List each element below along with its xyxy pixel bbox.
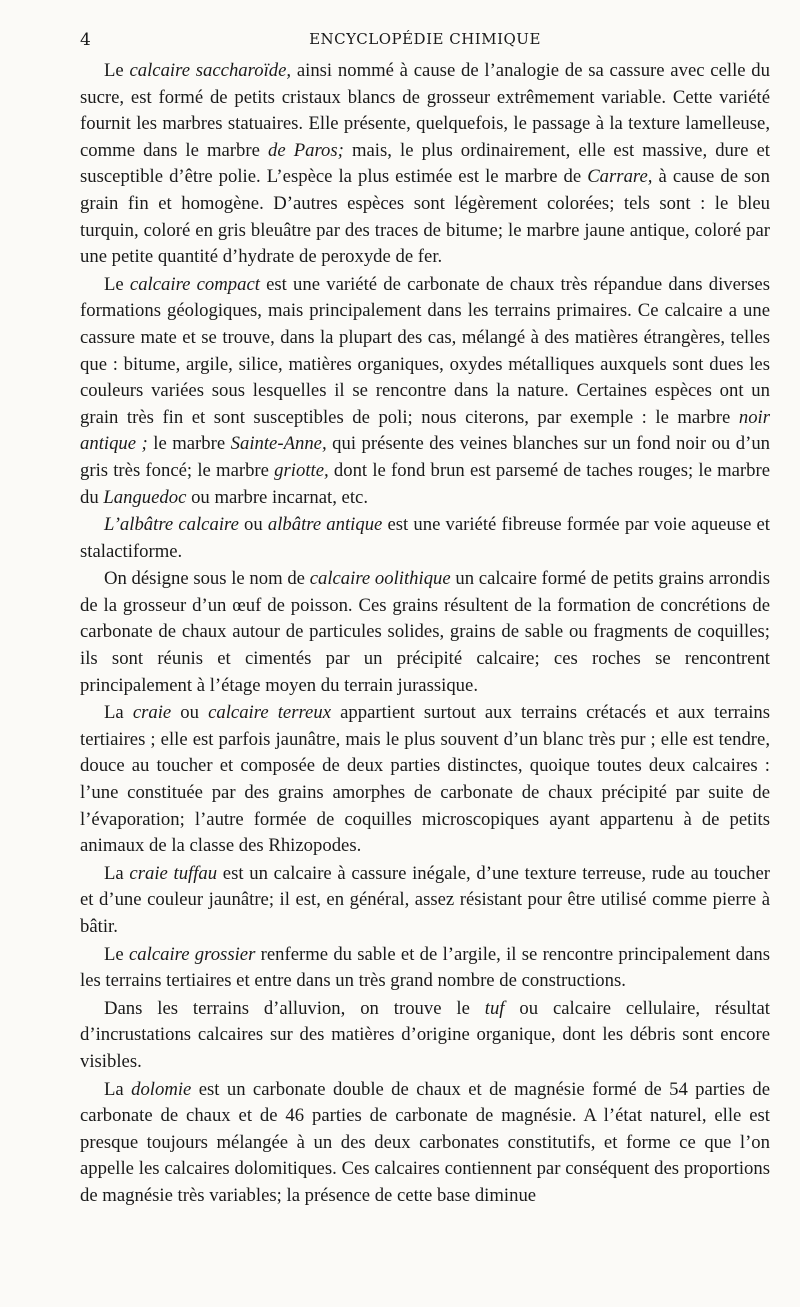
- text-run: Le: [104, 273, 130, 295]
- text-run: le marbre: [147, 433, 231, 455]
- text-run: mais, le plus ordinairement, elle est massive, dure et susceptible d’être polie. L’espèce la plus estimée est le marbre de: [80, 139, 770, 188]
- paragraph: [80, 272, 770, 511]
- body-text: [80, 58, 770, 1211]
- text-run: La: [104, 1078, 132, 1100]
- italic-term: calcaire saccharoïde,: [129, 60, 292, 81]
- italic-term: Languedoc: [103, 486, 187, 508]
- text-run: qui présente des veines blanches sur un fond noir ou d’un gris très foncé; le marbre: [80, 433, 771, 481]
- italic-term: Sainte-Anne,: [230, 433, 327, 455]
- text-run: ou: [238, 514, 268, 536]
- text-run: Le: [104, 943, 129, 965]
- text-run: est un carbonate double de chaux et de magnésie formé de 54 parties de carbonate de chaux et de 46 parties de carbonate de magnésie. A l’état naturel, elle est presque toujours mélangée à un des deux carbonates constitutifs, et forme ce que l’on appelle les calcaires dolomitiques. Ces calcaires contiennent par conséquent des proportions de magnésie très variables; la présence de cette base diminue: [80, 1078, 771, 1206]
- text-run: un calcaire formé de petits grains arrondis de la grosseur d’un œuf de poisson. Ces grains résultent de la formation de concrétions de carbonate de chaux autour de particules solides, grains de sable ou fragments de coquilles; ils sont réunis et cimentés par un précipité calcaire; ces roches se rencontrent principalement à l’étage moyen du terrain jurassique.: [80, 568, 770, 696]
- italic-term: de Paros;: [267, 139, 344, 161]
- running-title: ENCYCLOPÉDIE CHIMIQUE: [309, 30, 541, 48]
- text-run: Le: [104, 60, 130, 81]
- paragraph: [80, 861, 770, 941]
- italic-term: albâtre antique: [267, 514, 383, 536]
- paragraph: [80, 566, 770, 699]
- text-run: La: [104, 702, 133, 724]
- italic-term: calcaire grossier: [128, 943, 256, 965]
- text-run: est une variété de carbonate de chaux très répandue dans diverses formations géologiques, mais principalement dans les terrains primaires. Ce calcaire a une cassure mate et se trouve, dans la plupart des cas, mélangé à des matières étrangères, telles que : bitume, argile, silice, matières organiques, oxydes métalliques auxquels sont dues les couleurs variées sous lesquelles il se rencontre dans la nature. Certaines espèces ont un grain très fin et sont susceptibles de poli; nous citerons, par exemple : le marbre: [80, 273, 770, 428]
- paragraph: [80, 512, 770, 565]
- text-run: est une variété fibreuse formée par voie aqueuse et stalactiforme.: [80, 514, 770, 562]
- italic-term: L’albâtre calcaire: [104, 514, 239, 536]
- text-run: ou: [171, 702, 209, 724]
- italic-term: craie tuffau: [129, 862, 218, 884]
- italic-term: tuf: [484, 997, 505, 1019]
- paragraph: [80, 1077, 770, 1210]
- italic-term: calcaire oolithique: [309, 568, 451, 590]
- text-run: appartient surtout aux terrains crétacés et aux terrains tertiaires ; elle est parfois jaunâtre, mais le plus souvent d’un blanc très pur ; elle est tendre, douce au toucher et composée de deux parties distinctes, quoique toutes deux calcaires : l’une constituée par des grains amorphes de carbonate de chaux précipité par suite de l’évaporation; l’autre formée de coquilles microscopiques ayant appartenu à de petits animaux de la classe des Rhizopodes.: [80, 702, 771, 857]
- paragraph: [80, 942, 770, 995]
- paragraph: [80, 700, 770, 860]
- text-run: ainsi nommé à cause de l’analogie de sa cassure avec celle du sucre, est formé de petits cristaux blancs de grosseur extrêmement variable. Cette variété fournit les marbres statuaires. Elle présente, quelquefois, le passage à la texture lamelleuse, comme dans le marbre: [80, 60, 770, 161]
- text-run: Dans les terrains d’alluvion, on trouve le: [104, 997, 485, 1019]
- text-run: dont le fond brun est parsemé de taches rouges; le marbre du: [80, 459, 770, 508]
- italic-term: griotte,: [274, 459, 329, 481]
- text-run: ou marbre incarnat, etc.: [186, 486, 368, 508]
- page-number: 4: [80, 30, 91, 50]
- italic-term: calcaire terreux: [208, 702, 331, 724]
- italic-term: calcaire compact: [129, 273, 260, 295]
- paragraph: [80, 996, 770, 1076]
- page-header: [80, 30, 770, 52]
- italic-term: craie: [132, 702, 172, 724]
- italic-term: dolomie: [131, 1078, 192, 1100]
- paragraph: [80, 58, 770, 271]
- text-run: à cause de son grain fin et homogène. D’autres espèces sont légèrement colorées; tels sont : le bleu turquin, coloré en gris bleuâtre par des traces de bitume; le marbre jaune antique, coloré par une petite quantité d’hydrate de peroxyde de fer.: [80, 166, 770, 268]
- text-run: ou calcaire cellulaire, résultat d’incrustations calcaires sur des matières d’origine organique, dont les débris sont encore visibles.: [80, 997, 770, 1072]
- italic-term: Carrare,: [587, 166, 653, 188]
- italic-term: noir antique ;: [80, 406, 770, 455]
- text-run: renferme du sable et de l’argile, il se rencontre principalement dans les terrains tertiaires et entre dans un très grand nombre de constructions.: [80, 943, 770, 992]
- text-run: La: [104, 862, 130, 884]
- text-run: est un calcaire à cassure inégale, d’une texture terreuse, rude au toucher et d’une couleur jaunâtre; il est, en général, assez résistant pour être utilisé comme pierre à bâtir.: [80, 862, 770, 937]
- text-run: On désigne sous le nom de: [104, 568, 310, 590]
